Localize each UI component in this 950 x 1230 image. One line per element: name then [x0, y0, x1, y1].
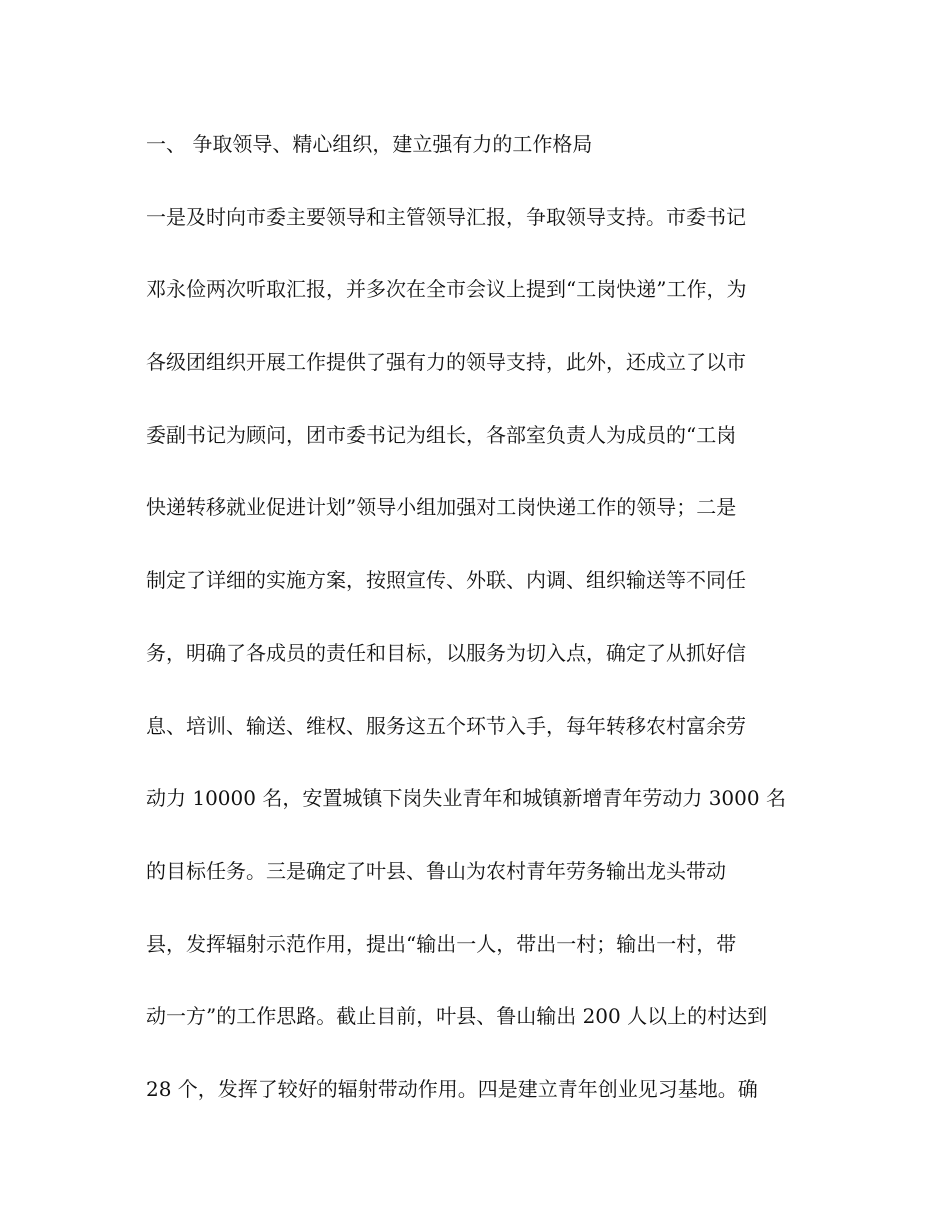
section-heading: 一、 争取领导、精心组织，建立强有力的工作格局 — [146, 132, 593, 156]
paragraph-line: 一是及时向市委主要领导和主管领导汇报，争取领导支持。市委书记 — [146, 204, 746, 229]
paragraph-line: 各级团组织开展工作提供了强有力的领导支持，此外，还成立了以市 — [146, 350, 746, 375]
paragraph-line: 的目标任务。三是确定了叶县、鲁山为农村青年劳务输出龙头带动 — [146, 858, 726, 883]
paragraph-line: 县，发挥辐射示范作用，提出“输出一人，带出一村；输出一村，带 — [146, 931, 737, 956]
paragraph-line: 制定了详细的实施方案，按照宣传、外联、内调、组织输送等不同任 — [146, 568, 746, 593]
paragraph-line: 邓永俭两次听取汇报，并多次在全市会议上提到“工岗快递”工作，为 — [146, 277, 747, 302]
paragraph-line: 息、培训、输送、维权、服务这五个环节入手，每年转移农村富余劳 — [146, 713, 746, 738]
paragraph-line: 委副书记为顾问，团市委书记为组长，各部室负责人为成员的“工岗 — [146, 422, 737, 447]
paragraph-line: 动一方”的工作思路。截止目前，叶县、鲁山输出 200 人以上的村达到 — [146, 1004, 768, 1029]
paragraph-line: 28 个，发挥了较好的辐射带动作用。四是建立青年创业见习基地。确 — [146, 1076, 758, 1101]
paragraph-line: 快递转移就业促进计划”领导小组加强对工岗快递工作的领导；二是 — [146, 495, 737, 520]
paragraph-line: 动力 10000 名，安置城镇下岗失业青年和城镇新增青年劳动力 3000 名 — [146, 786, 786, 811]
document-body — [146, 125, 806, 1143]
paragraph-line: 务，明确了各成员的责任和目标，以服务为切入点，确定了从抓好信 — [146, 640, 746, 665]
